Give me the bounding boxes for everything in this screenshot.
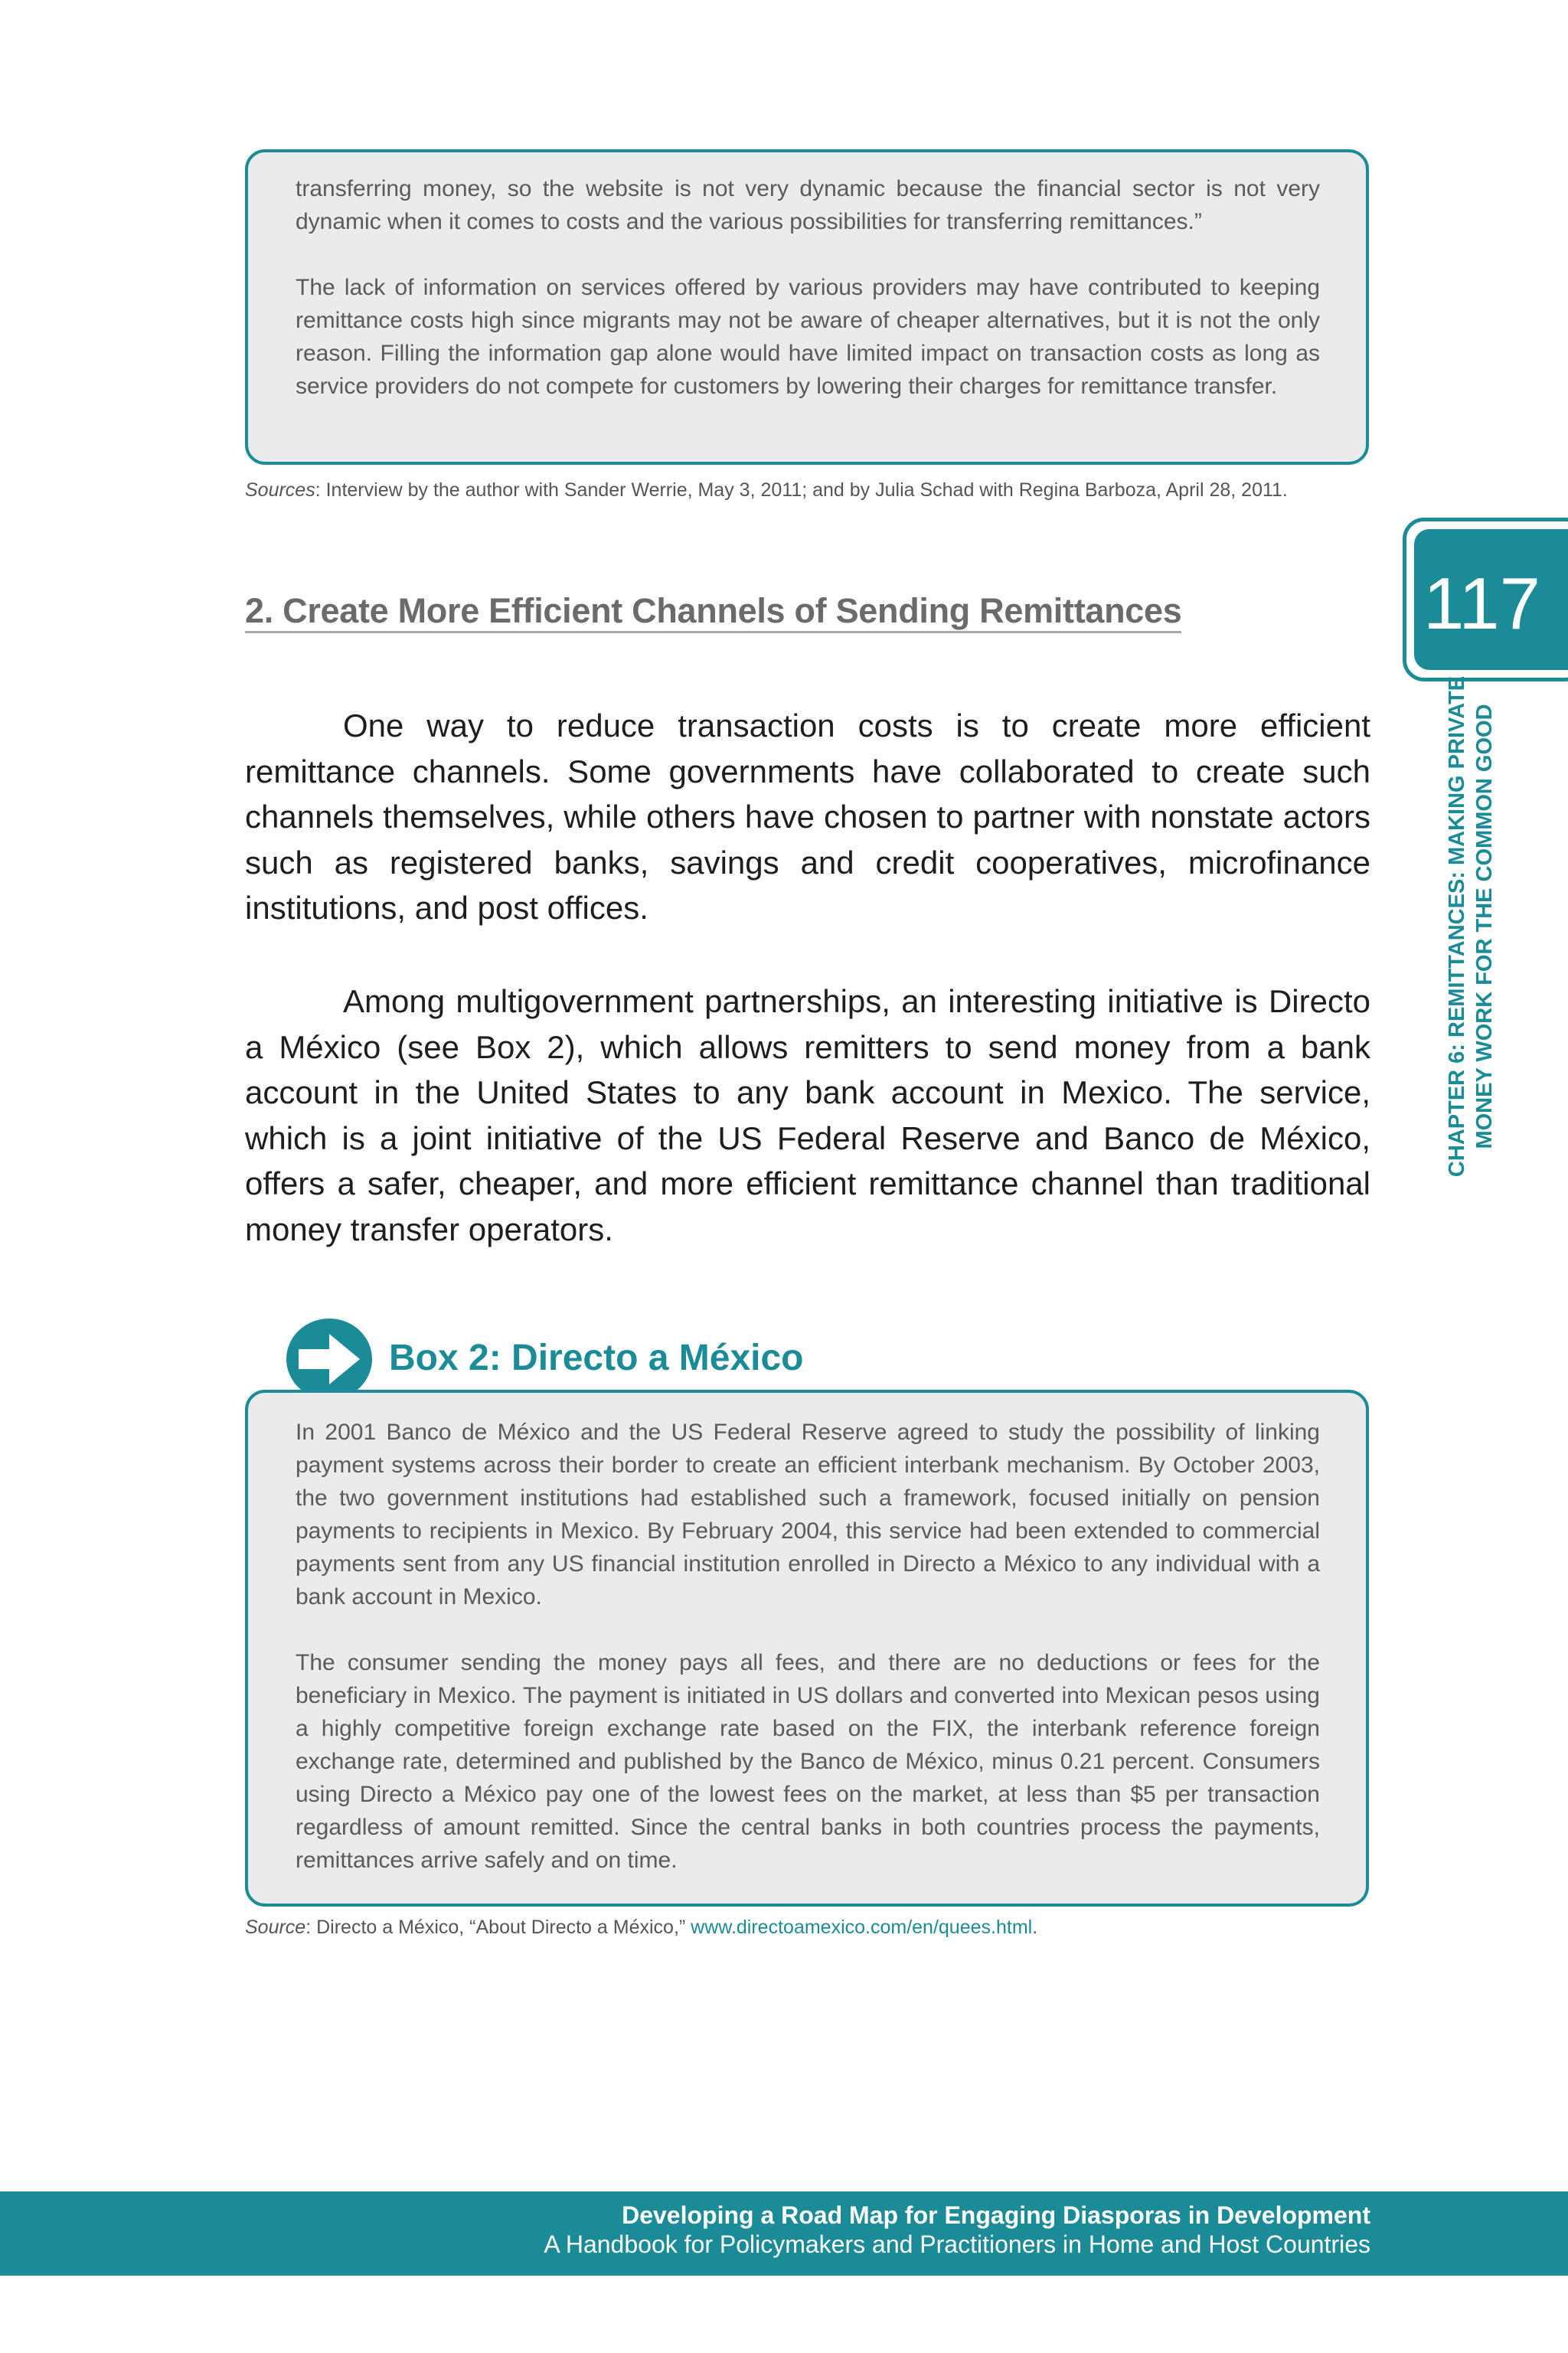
page-number: 117 [1423,563,1541,645]
source-end: . [1032,1917,1038,1938]
chapter-title-vertical [1443,636,1498,1217]
chapter-title-line-2: MONEY WORK FOR THE COMMON GOOD [1472,704,1497,1149]
box2-title: Box 2: Directo a México [389,1338,804,1378]
footer-title: Developing a Road Map for Engaging Diasporas in Development [622,2201,1370,2229]
chapter-title-line-1: CHAPTER 6: REMITTANCES: MAKING PRIVATE [1445,675,1469,1178]
source-text: : Directo a México, “About Directo a México,” [305,1917,691,1938]
footer-subtitle: A Handbook for Policymakers and Practitioners in Home and Host Countries [544,2230,1370,2258]
text-box-continued [245,149,1369,465]
body-paragraph-1: One way to reduce transaction costs is to create more efficient remittance channels. Some governments have collaborated to create such channels themselves, while others have chosen to partner with nonstate actors such as registered banks, savings and credit cooperatives, microfinance institutions, and post offices. [245,708,1370,926]
sources-text: : Interview by the author with Sander Werrie, May 3, 2011; and by Julia Schad with Regina Barboza, April 28, 2011. [315,479,1288,501]
box2-paragraph-2: The consumer sending the money pays all fees, and there are no deductions or fees for the beneficiary in Mexico. The payment is initiated in US dollars and converted into Mexican pesos using a highly competitive foreign exchange rate based on the FIX, the interbank reference foreign exchange rate, determined and published by the Banco de México, minus 0.21 percent. Consumers using Directo a México pay one of the lowest fees on the market, at less than $5 per transaction regardless of amount remitted. Since the central banks in both countries process the payments, remittances arrive safely and on time. [296,1650,1320,1873]
arrow-right-icon [285,1317,374,1401]
footer-bar [0,2191,1568,2276]
sources-note [245,479,1288,502]
box1-paragraph-1: transferring money, so the website is not very dynamic because the financial sector is not very dynamic when it comes to costs and the various possibilities for transferring remittances.” [296,176,1320,234]
box1-paragraph-2: The lack of information on services offered by various providers may have contributed to keeping remittance costs high since migrants may not be aware of cheaper alternatives, but it is not the only reason. Filling the information gap alone would have limited impact on transaction costs as long as service providers do not compete for customers by lowering their charges for remittance transfer. [296,275,1320,399]
source-label: Source [245,1917,306,1938]
source-note [245,1917,1037,1939]
sources-label: Sources [245,479,315,501]
box2-content [245,1390,1369,1907]
section-heading: 2. Create More Efficient Channels of Sending Remittances [245,591,1181,633]
body-paragraph-2: Among multigovernment partnerships, an interesting initiative is Directo a México (see Box 2), which allows remitters to send money from a bank account in the United States to any bank account in Mexico. The service, which is a joint initiative of the US Federal Reserve and Banco de México, offers a safer, cheaper, and more efficient remittance channel than traditional money transfer operators. [245,983,1370,1247]
source-link[interactable]: www.directoamexico.com/en/quees.html [691,1917,1033,1938]
box2-paragraph-1: In 2001 Banco de México and the US Federal Reserve agreed to study the possibility of linking payment systems across their border to create an efficient interbank mechanism. By October 2003, the two government institutions had established such a framework, focused initially on pension payments to recipients in Mexico. By February 2004, this service had been extended to commercial payments sent from any US financial institution enrolled in Directo a México to any individual with a bank account in Mexico. [296,1420,1320,1610]
